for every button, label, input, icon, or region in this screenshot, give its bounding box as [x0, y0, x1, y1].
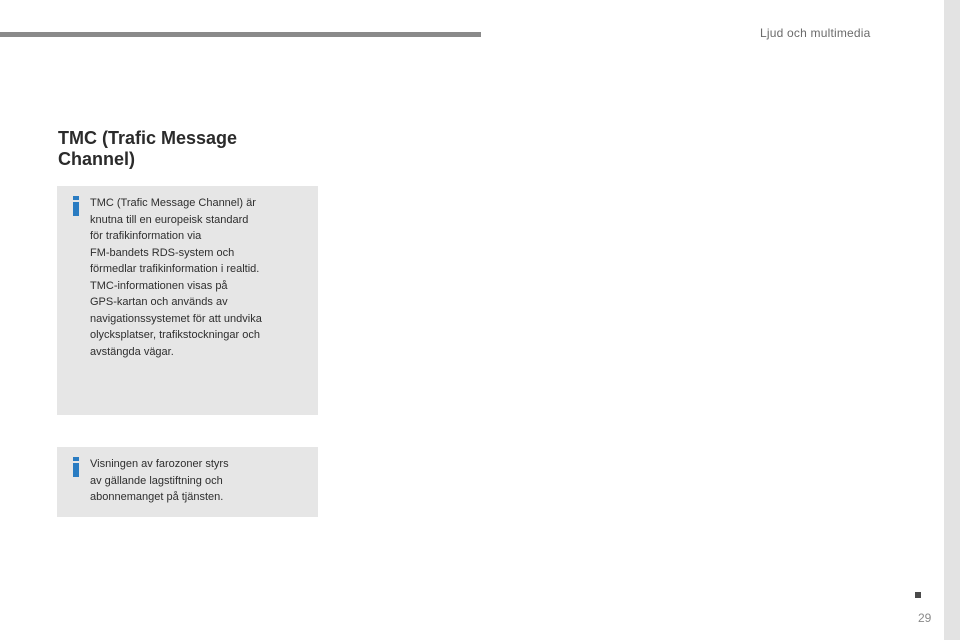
info-icon — [73, 196, 79, 216]
info-box-text: Visningen av farozoner styrs av gällande lagstiftning och abonnemanget på tjänsten. — [90, 458, 229, 503]
page-title-text: TMC (Trafic Message Channel) — [58, 128, 238, 169]
info-icon-dot — [73, 457, 79, 461]
info-box-hazard-zones — [57, 447, 318, 517]
page-edge-strip — [944, 0, 960, 640]
page-title — [58, 128, 318, 170]
info-box-tmc — [57, 186, 318, 415]
info-icon-dot — [73, 196, 79, 200]
section-header-label: Ljud och multimedia — [760, 26, 871, 40]
info-icon-stem — [73, 202, 79, 216]
page-number: 29 — [918, 611, 932, 625]
info-box-text: TMC (Trafic Message Channel) är knutna till en europeisk standard för trafikinformation via FM-bandets RDS-system och förmedlar trafikinformation i realtid. TMC-informationen visas på GPS-kartan och används av navigationssystemet för att undvika olycksplatser, trafikstockningar och avstängda vägar. — [90, 197, 262, 358]
info-icon-stem — [73, 463, 79, 477]
page-marker — [915, 592, 921, 598]
info-icon — [73, 457, 79, 477]
header-rule — [0, 32, 481, 37]
